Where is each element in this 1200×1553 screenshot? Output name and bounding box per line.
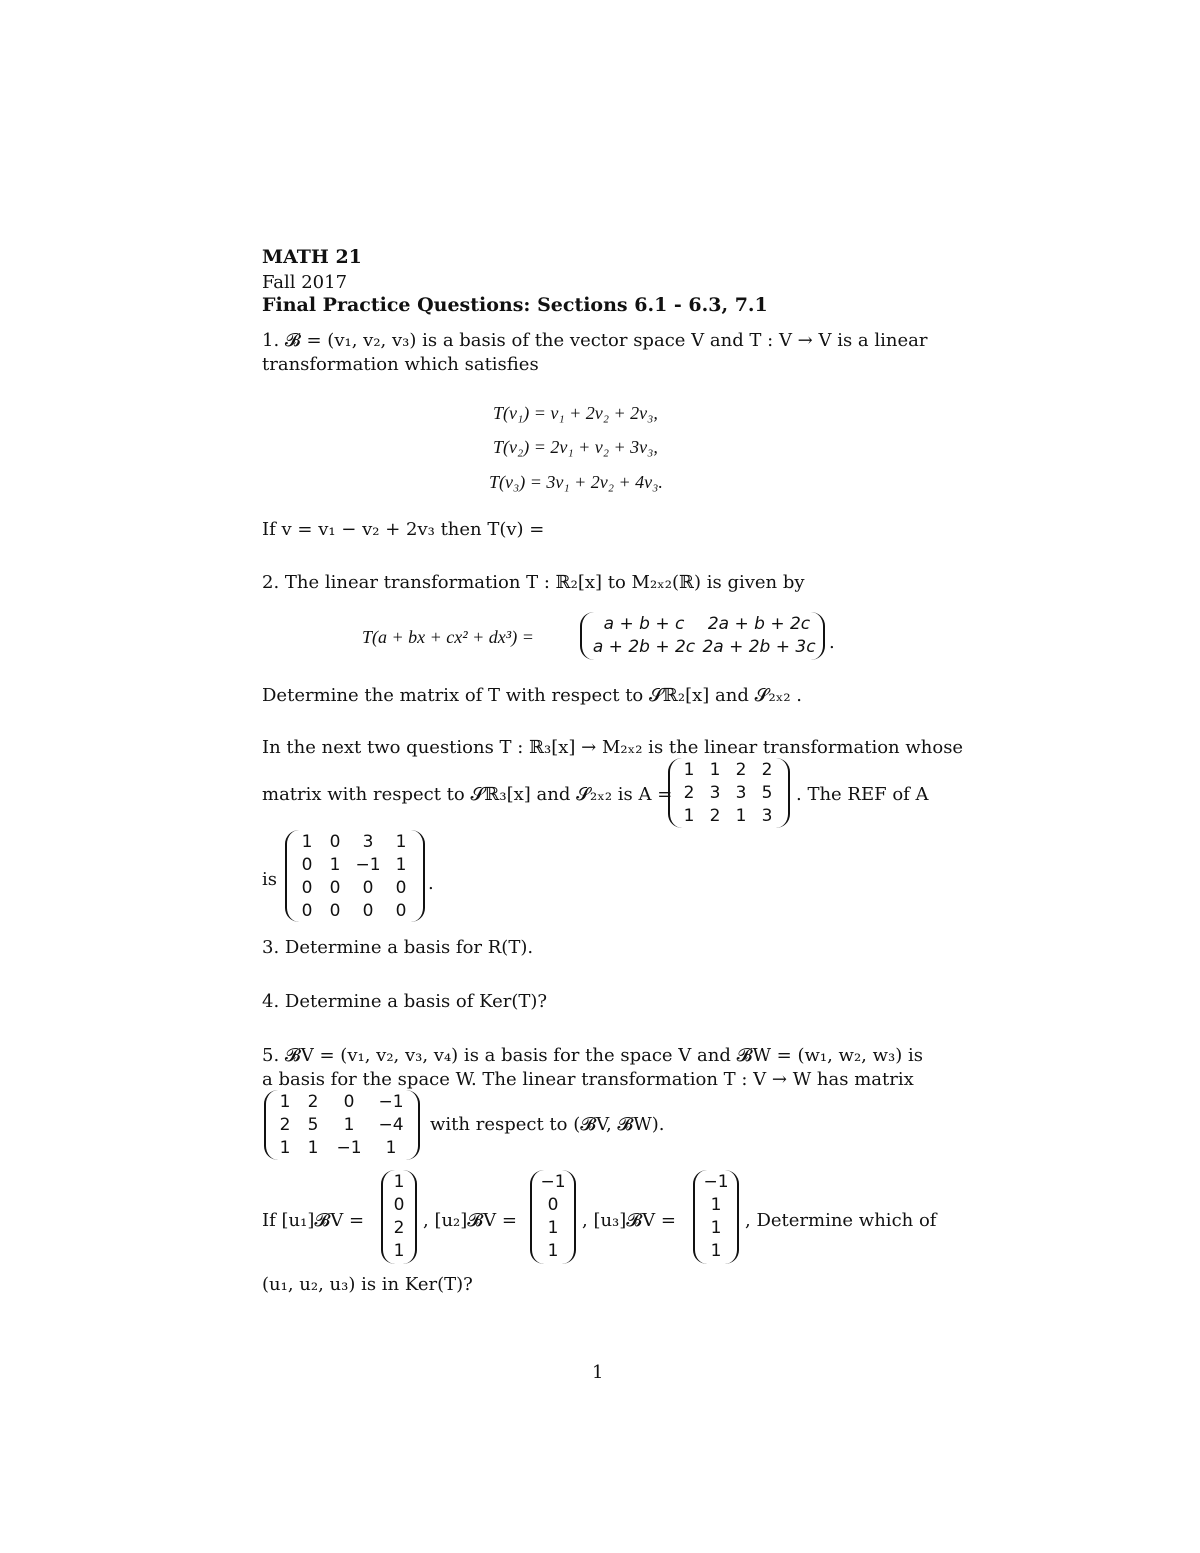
setup-end: . [428,873,434,894]
matrix-cell: 1 [395,832,407,852]
vector-cell: 1 [393,1172,405,1192]
q2-line1: 2. The linear transformation T : ℝ₂[x] to M₂ₓ₂(ℝ) is given by [262,572,805,593]
matrix-cell: 0 [395,878,407,898]
document-title: Final Practice Questions: Sections 6.1 - 6.3, 7.1 [262,294,768,316]
matrix-cell: 2a + b + 2c [707,614,811,634]
matrix-cell: 1 [307,1138,319,1158]
matrix-cell: a + 2b + 2c [592,637,696,657]
q5-if: If [u₁]𝓑V = [262,1210,365,1231]
matrix-cell: 1 [683,760,695,780]
setup-is: is [262,869,277,890]
vector-cell: 1 [547,1241,559,1261]
matrix-cell: 2 [761,760,773,780]
matrix-cell: 1 [395,855,407,875]
matrix-cell: 1 [709,760,721,780]
q2-matrix [580,612,825,660]
q2-lhs: T(a + bx + cx² + dx³) = [362,627,534,647]
u1-vector [381,1170,417,1264]
q4-text: 4. Determine a basis of Ker(T)? [262,991,548,1012]
matrix-cell: 2 [307,1092,319,1112]
q1-eq2: T(v₂) = 2v₁ + v₂ + 3v₃, [493,437,658,457]
q5-matrix [264,1090,420,1160]
q2-question: Determine the matrix of T with respect to 𝓢ℝ₂[x] and 𝓢₂ₓ₂ . [262,685,803,706]
matrix-cell: 3 [735,783,747,803]
vector-cell: −1 [703,1172,729,1192]
vector-cell: 1 [710,1195,722,1215]
matrix-cell: 2 [735,760,747,780]
matrix-cell: 1 [329,855,341,875]
matrix-cell: 5 [307,1115,319,1135]
q2-end: . [829,632,835,653]
matrix-cell: 0 [395,901,407,921]
matrix-cell: 3 [709,783,721,803]
matrix-cell: 2 [709,806,721,826]
q5-determine: , Determine which of [745,1210,937,1231]
page-number: 1 [592,1362,604,1383]
matrix-cell: 1 [279,1092,291,1112]
matrix-cell: 1 [301,832,313,852]
matrix-cell: 0 [343,1092,355,1112]
setup-line1: In the next two questions T : ℝ₃[x] → M₂ₓ₂ is the linear transformation whose [262,737,964,758]
matrix-cell: a + b + c [603,614,685,634]
matrix-cell: 1 [279,1138,291,1158]
vector-cell: 1 [710,1218,722,1238]
q5-matrix-caption: with respect to (𝓑V, 𝓑W). [430,1114,665,1135]
q5-line1: 5. 𝓑V = (v₁, v₂, v₃, v₄) is a basis for the space V and 𝓑W = (w₁, w₂, w₃) is [262,1045,923,1066]
course-title: MATH 21 [262,246,362,268]
q1-eq1: T(v₁) = v₁ + 2v₂ + 2v₃, [493,403,658,423]
matrix-cell: −1 [355,855,381,875]
u3-vector [693,1170,739,1264]
matrix-cell: 0 [329,901,341,921]
matrix-cell: −4 [378,1115,404,1135]
matrix-cell: 1 [385,1138,397,1158]
matrix-cell: 0 [301,901,313,921]
q1-question: If v = v₁ − v₂ + 2v₃ then T(v) = [262,519,545,540]
u2-vector [530,1170,576,1264]
setup-ref-label: . The REF of A [796,784,929,805]
matrix-cell: 2 [279,1115,291,1135]
matrix-cell: −1 [378,1092,404,1112]
matrix-cell: 0 [329,878,341,898]
term: Fall 2017 [262,272,348,293]
matrix-cell: 0 [362,878,374,898]
vector-cell: 0 [393,1195,405,1215]
vector-cell: 1 [710,1241,722,1261]
matrix-cell: −1 [336,1138,362,1158]
matrix-cell: 2a + 2b + 3c [702,637,816,657]
q1-line1: 1. 𝓑 = (v₁, v₂, v₃) is a basis of the vector space V and T : V → V is a linear [262,330,928,351]
q3-text: 3. Determine a basis for R(T). [262,937,534,958]
matrix-cell: 1 [683,806,695,826]
matrix-cell: 0 [301,878,313,898]
q5-line2: a basis for the space W. The linear transformation T : V → W has matrix [262,1069,914,1090]
matrix-cell: 0 [362,901,374,921]
matrix-cell: 1 [343,1115,355,1135]
matrix-cell: 1 [735,806,747,826]
vector-cell: 0 [547,1195,559,1215]
matrix-cell: 3 [761,806,773,826]
q5-u2-label: , [u₂]𝓑V = [423,1210,517,1231]
q1-line2: transformation which satisfies [262,354,539,375]
q5-u3-label: , [u₃]𝓑V = [582,1210,676,1231]
vector-cell: −1 [540,1172,566,1192]
matrix-cell: 3 [362,832,374,852]
matrix-cell: 0 [329,832,341,852]
q5-last-line: (u₁, u₂, u₃) is in Ker(T)? [262,1274,473,1295]
matrix-cell: 0 [301,855,313,875]
setup-line2: matrix with respect to 𝓢ℝ₃[x] and 𝓢₂ₓ₂ is A = [262,784,673,805]
vector-cell: 1 [393,1241,405,1261]
q1-eq3: T(v₃) = 3v₁ + 2v₂ + 4v₃. [489,472,663,492]
matrix-cell: 5 [761,783,773,803]
vector-cell: 1 [547,1218,559,1238]
ref-matrix [285,830,425,922]
matrix-cell: 2 [683,783,695,803]
matrix-a [668,758,790,828]
vector-cell: 2 [393,1218,405,1238]
